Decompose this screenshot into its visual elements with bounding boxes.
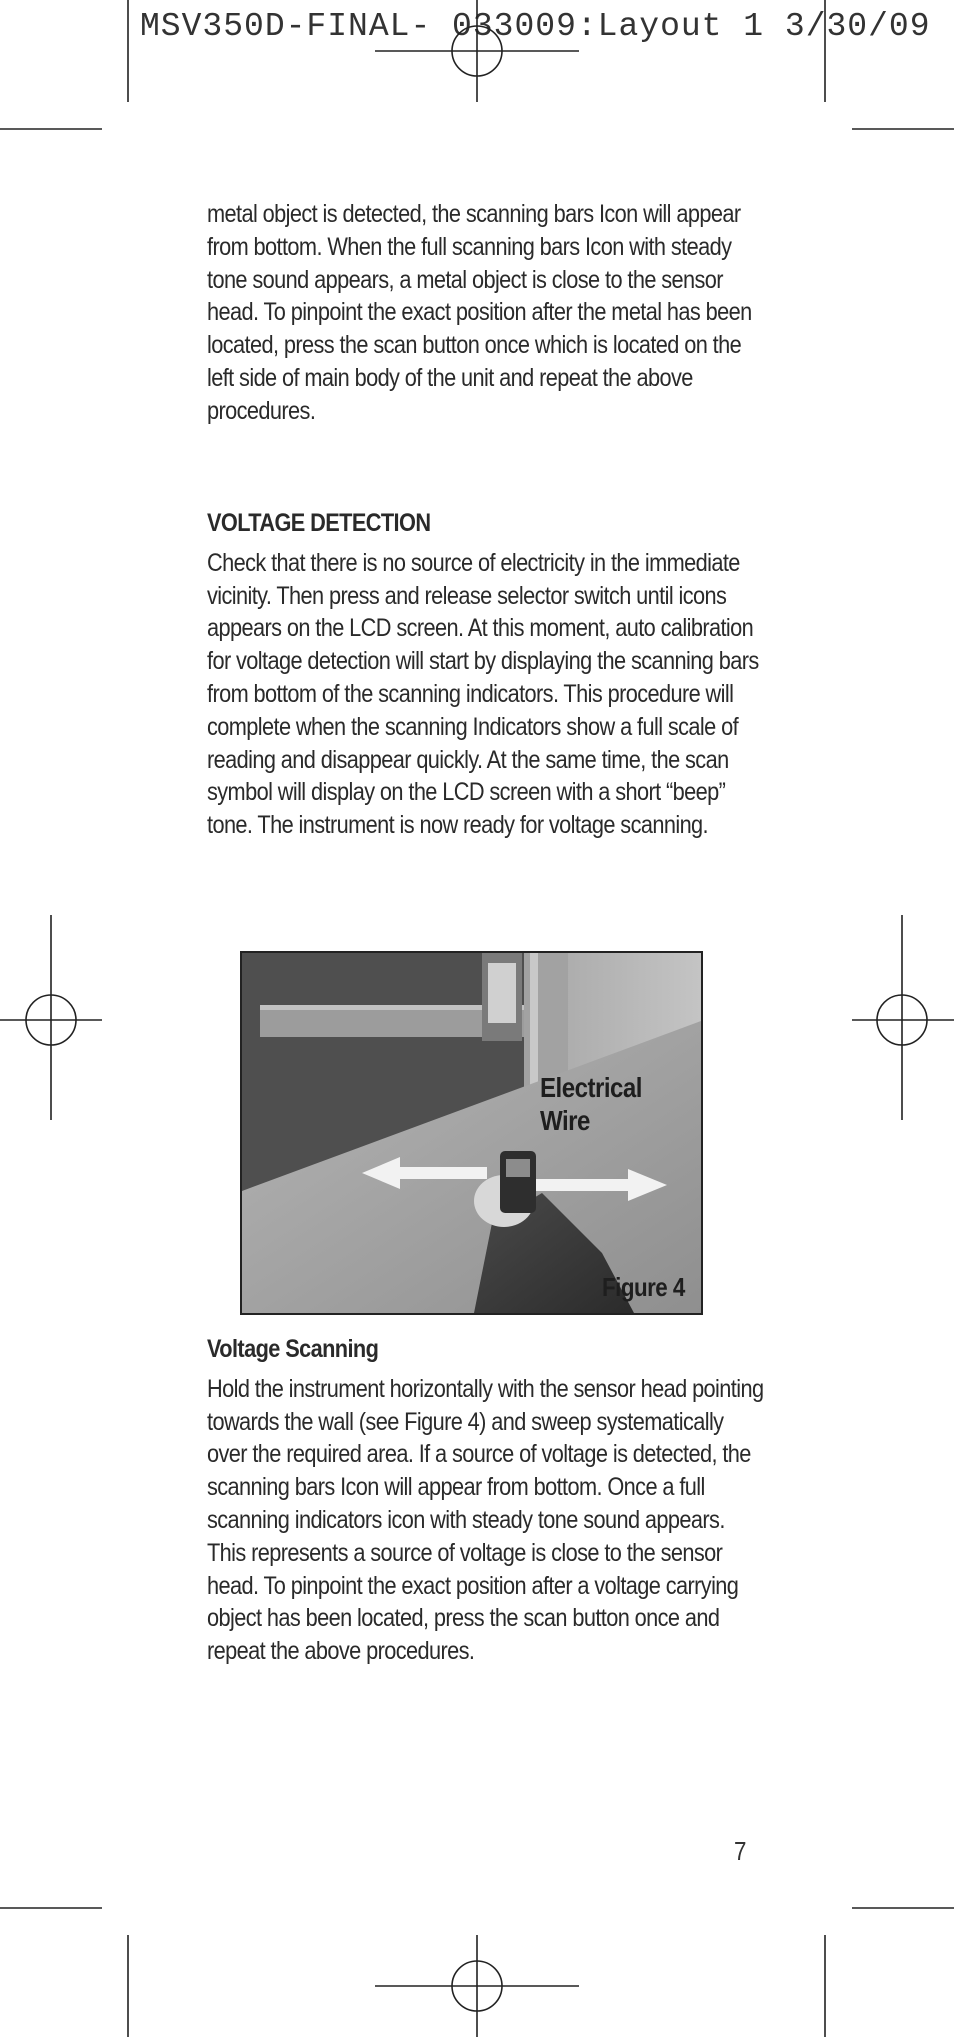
voltage-detection-section [207,507,767,842]
figure-caption: Figure 4 [602,1272,685,1302]
figure-4-photo [240,951,703,1315]
intro-section [207,198,767,428]
voltage-detection-heading: VOLTAGE DETECTION [207,509,431,537]
voltage-scanning-section [207,1333,767,1668]
voltage-detection-paragraph: Check that there is no source of electricity in the immediate vicinity. Then press and release selector switch until icons appears on the LCD screen. At this moment, auto calibration for voltage detection will start by displaying the scanning bars from bottom of the scanning indicators. This procedure will complete when the scanning Indicators show a full scale of reading and disappear quickly. At the same time, the scan symbol will display on the LCD screen with a short “beep” tone. The instrument is now ready for voltage scanning. [207,548,759,840]
label-line-2: Wire [540,1105,590,1136]
page-number: 7 [734,1836,747,1866]
intro-paragraph: metal object is detected, the scanning bars Icon will appear from bottom. When the full scanning bars Icon with steady tone sound appears, a metal object is close to the sensor head. To pinpoint the exact position after the metal has been located, press the scan button once which is located on the left side of main body of the unit and repeat the above procedures. [207,200,752,425]
label-line-1: Electrical [540,1072,642,1103]
voltage-scanning-paragraph: Hold the instrument horizontally with the sensor head pointing towards the wall (see Figure 4) and sweep systematically over the required area. If a source of voltage is detected, the scanning bars Icon will appear from bottom. Once a full scanning indicators icon with steady tone sound appears. This represents a source of voltage is close to the sensor head. To pinpoint the exact position after a voltage carrying object has been located, press the scan button once and repeat the above procedures. [207,1374,764,1666]
electrical-wire-label [540,1071,642,1137]
print-slug: MSV350D-FINAL- 033009:Layout 1 3/30/09 [140,8,931,45]
voltage-scanning-heading: Voltage Scanning [207,1335,379,1363]
